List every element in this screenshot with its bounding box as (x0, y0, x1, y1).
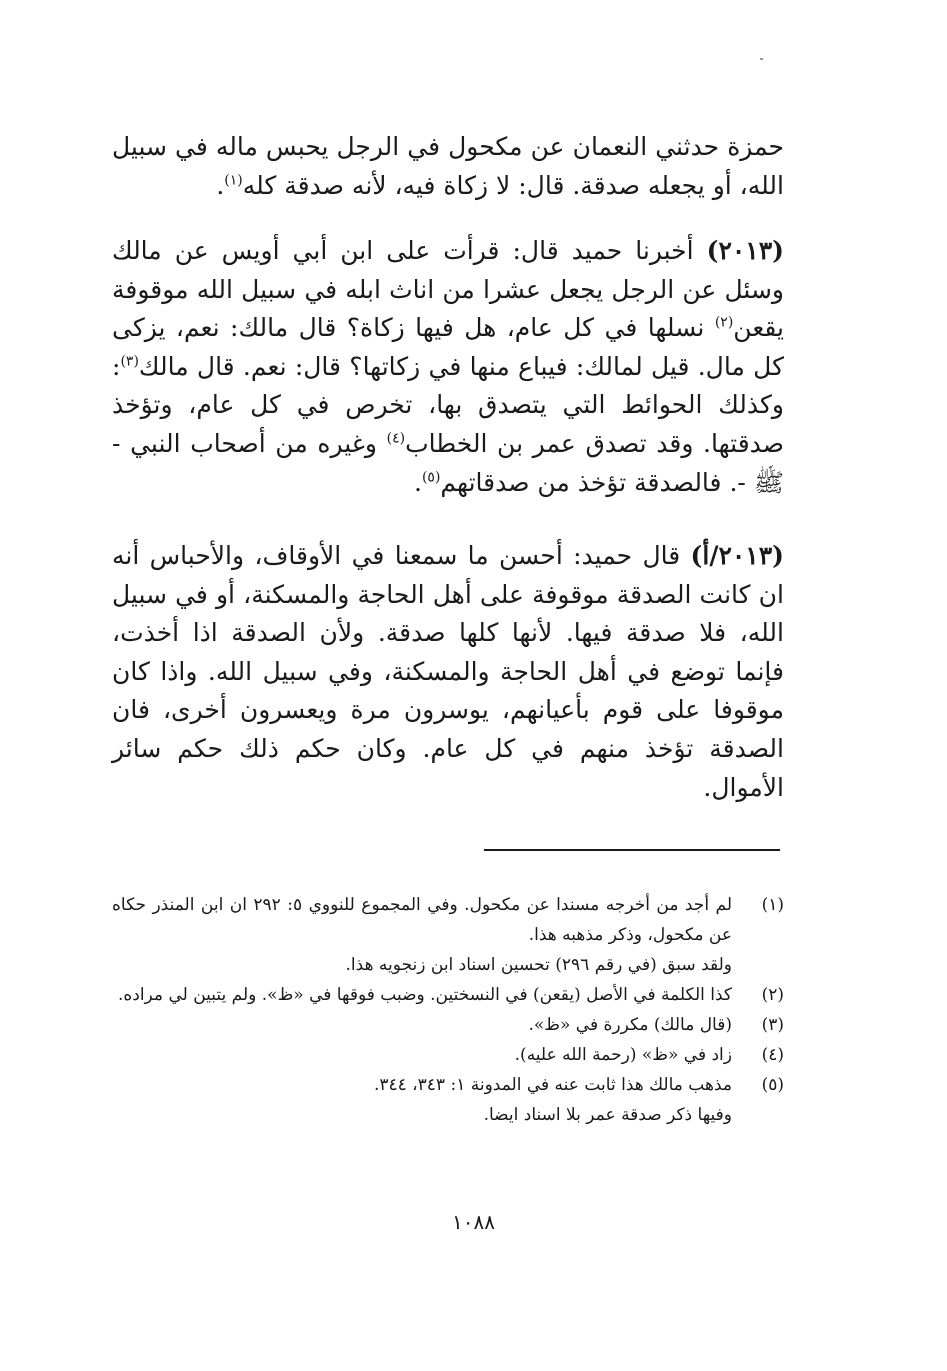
footnote-ref-1[interactable]: (١) (224, 172, 243, 189)
footnote-5 (112, 1070, 784, 1130)
footnote-line: زاد في «ظ» (رحمة الله عليه). (514, 1045, 732, 1065)
footnote-ref-2[interactable]: (٢) (714, 314, 734, 331)
hadith-number-2013a: (٢٠١٣/أ) (690, 541, 785, 570)
footnote-number: (١) (761, 895, 784, 915)
footnotes (112, 890, 784, 1130)
footnote-2 (112, 980, 784, 1010)
paragraph-2013-text-e: . (413, 467, 422, 497)
footnote-3 (112, 1010, 784, 1040)
paragraph-2013-text-a: أخبرنا حميد قال: قرأت على ابن أبي أويس عن مالك وسئل عن الرجل يجعل عشرا من اناث ابله في سبيل الله موقوفة يقعن (112, 236, 784, 343)
paragraph-2013-text-c: : وكذلك الحوائط التي يتصدق بها، تخرص في كل عام، وتؤخذ صدقتها. وقد تصدق عمر بن الخطاب (112, 351, 784, 458)
paragraph-2013a (112, 537, 784, 807)
paragraph-1-text-b: . (216, 170, 225, 200)
hadith-number-2013: (٢٠١٣) (706, 236, 784, 265)
scan-speck (760, 58, 763, 60)
paragraph-2013a-text: قال حميد: أحسن ما سمعنا في الأوقاف، والأحباس أنه ان كانت الصدقة موقوفة على أهل الحاجة والمسكنة، أو في سبيل الله، فلا صدقة فيها. لأنها كلها صدقة. ولأن الصدقة اذا أخذت، فإنما توضع في أهل الحاجة والمسكنة، وفي سبيل الله. واذا كان موقوفا على قوم بأعيانهم، يوسرون مرة ويعسرون أخرى، فان الصدقة تؤخذ منهم في كل عام. وكان حكم ذلك حكم سائر الأموال. (112, 541, 784, 802)
footnote-line: ولقد سبق (في رقم ٢٩٦) تحسين اسناد ابن زنجويه هذا. (345, 955, 732, 975)
paragraph-2013-text-d: وغيره من أصحاب النبي - ﷺ -. فالصدقة تؤخذ من صدقاتهم (112, 428, 784, 497)
paragraph-2013 (112, 232, 784, 502)
footnote-4 (112, 1040, 784, 1070)
footnote-ref-3[interactable]: (٣) (120, 353, 139, 370)
page-number: ١٠٨٨ (452, 1210, 495, 1234)
footnote-number: (٥) (761, 1075, 784, 1095)
footnote-line: كذا الكلمة في الأصل (يقعن) في النسختين. وضبب فوقها في «ظ». ولم يتبين لي مراده. (117, 985, 732, 1005)
footnote-line: لم أجد من أخرجه مسندا عن مكحول. وفي المجموع للنووي ٥: ٢٩٢ ان ابن المنذر حكاه عن مكحول، وذكر مذهبه هذا. (112, 895, 732, 945)
footnote-text (112, 1070, 732, 1130)
footnote-1 (112, 890, 784, 980)
footnote-number: (٤) (761, 1045, 784, 1065)
paragraph-2013-text-b: نسلها في كل عام، هل فيها زكاة؟ قال مالك: نعم، يزكى كل مال. قيل لمالك: فيباع منها في زكاتها؟ قال: نعم. قال مالك (112, 313, 784, 381)
footnote-number: (٣) (761, 1015, 784, 1035)
footnote-number: (٢) (761, 985, 784, 1005)
footnote-text (112, 1040, 732, 1070)
footnote-ref-4[interactable]: (٤) (386, 430, 406, 447)
paragraph-1 (112, 128, 784, 205)
footnote-separator (484, 849, 780, 851)
paragraph-1-text-a: حمزة حدثني النعمان عن مكحول في الرجل يحبس ماله في سبيل الله، أو يجعله صدقة. قال: لا زكاة فيه، لأنه صدقة كله (112, 132, 784, 200)
footnote-line: وفيها ذكر صدقة عمر بلا اسناد ايضا. (483, 1105, 732, 1125)
footnote-text (112, 980, 732, 1010)
footnote-ref-5[interactable]: (٥) (421, 469, 441, 486)
footnote-text (112, 890, 732, 980)
footnote-line: (قال مالك) مكررة في «ظ». (528, 1015, 732, 1035)
footnote-text (112, 1010, 732, 1040)
footnote-line: مذهب مالك هذا ثابت عنه في المدونة ١: ٣٤٣، ٣٤٤. (373, 1075, 732, 1095)
